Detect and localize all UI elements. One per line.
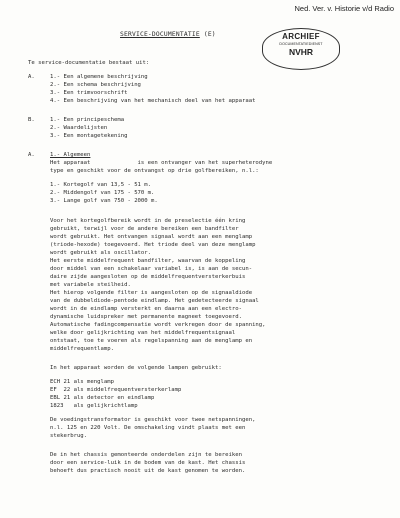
paragraph-line: Automatische fadingcompensatie wordt verkregen door de spanning, [50, 322, 266, 328]
section-heading: 1.- Algemeen [50, 152, 91, 158]
paragraph-line: (triode-hexode) toegevoerd. Het triode deel van deze menglamp [50, 242, 256, 248]
paragraph-line: ontstaat, toe te voeren als regelspanning aan de menglamp en [50, 338, 253, 344]
stamp-line-2: DOCUMENTATIEDIENST [279, 42, 323, 46]
list-item: 2.- Een schema beschrijving [50, 82, 141, 88]
lamp-item: EBL 21 als detector en eindlamp [50, 395, 155, 401]
section-a-marker: A. [28, 74, 35, 80]
list-item: 1.- Een principeschema [50, 117, 125, 123]
paragraph-line: wordt in de eindlamp versterkt en daarna aan een electro- [50, 306, 242, 312]
section-b-marker: B. [28, 117, 35, 123]
paragraph-line: Het apparaat is een ontvanger van het superheterodyne [50, 160, 273, 166]
paragraph-line: van de dubbeldiode-pentode eindlamp. Het gedetecteerde signaal [50, 298, 259, 304]
document-title [120, 31, 216, 38]
band-item: 1.- Kortegolf van 13,5 - 51 m. [50, 182, 152, 188]
paragraph-line: behoeft dus practisch nooit uit de kast genomen te worden. [50, 468, 246, 474]
paragraph-line: In het apparaat worden de volgende lampen gebruikt: [50, 365, 222, 371]
paragraph-line: door middel van een schakelaar variabel is, is aan de secun- [50, 266, 253, 272]
paragraph-line: wordt gebruikt als oscillator. [50, 250, 152, 256]
paragraph-line: wordt gebruikt. Het ontvangen signaal wordt aan een menglamp [50, 234, 253, 240]
list-item: 4.- Een beschrijving van het mechanisch deel van het apparaat [50, 98, 256, 104]
paragraph-line: door een service-luik in de bodem van de kast. Het chassis [50, 460, 246, 466]
paragraph-line: daire zijde aangesloten op de middelfrequentversterkerbuis [50, 274, 246, 280]
paragraph-line: met variabele steilheid. [50, 282, 131, 288]
paragraph-line: type en geschikt voor de ontvangst op drie golfbereiken, n.l.: [50, 168, 259, 174]
lamp-item: EF 22 als middelfrequentversterkerlamp [50, 387, 182, 393]
paragraph-line: De voedingstransformator is geschikt voor twee netspanningen, [50, 417, 256, 423]
paragraph-line: De in het chassis gemonteerde onderdelen zijn te bereiken [50, 452, 242, 458]
band-item: 3.- Lange golf van 750 - 2000 m. [50, 198, 158, 204]
paragraph-line: n.l. 125 en 220 Volt. De omschakeling vindt plaats met een [50, 425, 246, 431]
archive-header: Ned. Ver. v. Historie v/d Radio [294, 4, 394, 13]
lamp-item: 1823 als gelijkrichtlamp [50, 403, 138, 409]
lamp-item: ECH 21 als menglamp [50, 379, 114, 385]
list-item: 3.- Een montagetekening [50, 133, 128, 139]
paragraph-line: Het eerste middelfrequent bandfilter, waarvan de koppeling [50, 258, 246, 264]
title-suffix: (E) [203, 31, 216, 38]
paragraph-line: middelfrequentlamp. [50, 346, 114, 352]
paragraph-line: dynamische luidspreker met permanente magneet toegevoerd. [50, 314, 242, 320]
list-item: 3.- Een trimvoorschrift [50, 90, 128, 96]
paragraph-line: Voor het kortegolfbereik wordt in de preselectie één kring [50, 218, 246, 224]
list-item: 1.- Een algemene beschrijving [50, 74, 148, 80]
title-text: SERVICE-DOCUMENTATIE [120, 31, 200, 38]
band-item: 2.- Middengolf van 175 - 570 m. [50, 190, 155, 196]
paragraph-line: stekerbrug. [50, 433, 88, 439]
paragraph-line: welke door gelijkrichting van het middelfrequentsignaal [50, 330, 236, 336]
stamp-line-1: ARCHIEF [282, 32, 320, 41]
list-item: 2.- Waardelijsten [50, 125, 108, 131]
section-a1-marker: A. [28, 152, 35, 158]
stamp-line-3: NVHR [288, 47, 314, 57]
archive-stamp [262, 28, 340, 70]
paragraph-line: Het hierop volgende filter is aangesloten op de signaaldiode [50, 290, 253, 296]
intro-line: Te service-documentatie bestaat uit: [28, 60, 150, 66]
paragraph-line: gebruikt, terwijl voor de andere bereiken een bandfilter [50, 226, 239, 232]
